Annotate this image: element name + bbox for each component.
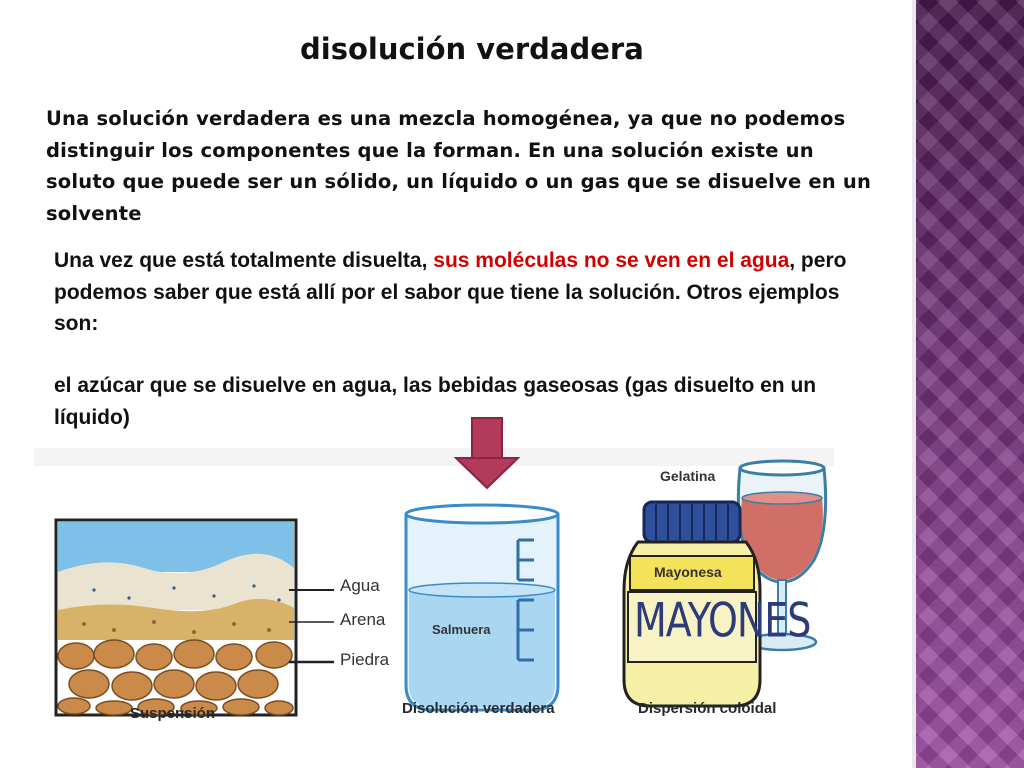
- explanation-text-start: Una vez que está totalmente disuelta,: [54, 249, 434, 272]
- layer-label-water: Agua: [340, 576, 380, 595]
- scan-strip: [34, 448, 834, 466]
- highlighted-text: sus moléculas no se ven en el agua: [433, 249, 790, 272]
- slide-title: disolución verdadera: [300, 32, 644, 66]
- gelatin-label: Gelatina: [660, 468, 716, 484]
- mixture-types-figure: [34, 410, 894, 740]
- figure-illustration: [34, 410, 894, 740]
- explanation-paragraph: [54, 245, 884, 340]
- side-band-edge: [912, 0, 916, 768]
- explanation-text-end: , pero podemos saber que está allí por el sabor que tiene la solución. Otros ejemplos son:: [54, 249, 847, 335]
- caption-true-solution: Disolución verdadera: [402, 700, 555, 717]
- beaker-content-label: Salmuera: [432, 622, 491, 637]
- layer-label-sand: Arena: [340, 610, 386, 629]
- caption-suspension: Suspensión: [130, 705, 216, 722]
- suspension-container: [56, 520, 334, 715]
- beaker-illustration: [406, 505, 558, 710]
- layer-label-stone: Piedra: [340, 650, 390, 669]
- jar-big-label: MAYONES: [634, 592, 811, 648]
- jar-small-label: Mayonesa: [654, 564, 722, 580]
- decorative-side-band: [912, 0, 1024, 768]
- caption-colloid: Dispersión coloidal: [638, 700, 777, 717]
- definition-paragraph: Una solución verdadera es una mezcla homogénea, ya que no podemos distinguir los componentes que la forman. En una solución existe un soluto que puede ser un sólido, un líquido o un gas que se disuelve en un solvente: [46, 107, 872, 225]
- examples-paragraph: el azúcar que se disuelve en agua, las bebidas gaseosas (gas disuelto en un líquido): [54, 374, 817, 429]
